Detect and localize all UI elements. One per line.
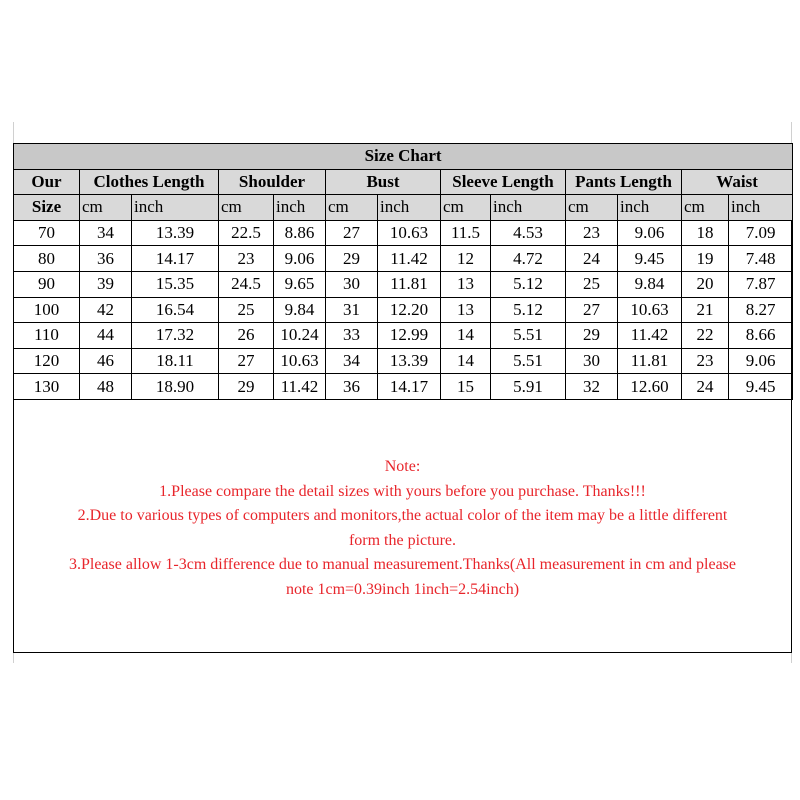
table-cell: 27 [566,297,618,323]
grid-line [791,653,792,663]
table-cell: 12.60 [618,374,682,400]
table-cell: 25 [566,271,618,297]
note-heading: Note: [384,458,421,475]
table-cell: 48 [80,374,132,400]
table-cell: 9.84 [618,271,682,297]
table-cell: 8.27 [729,297,793,323]
table-cell: 20 [682,271,729,297]
table-cell: 46 [80,348,132,374]
table-cell: 34 [326,348,378,374]
unit-cm: cm [219,195,274,221]
table-cell: 10.63 [274,348,326,374]
unit-cm: cm [441,195,491,221]
table-cell: 7.09 [729,220,793,246]
unit-inch: inch [729,195,793,221]
table-cell: 24 [566,246,618,272]
note-line-1: 1.Please compare the detail sizes with yours before you purchase. Thanks!!! [159,482,646,500]
unit-row [14,195,793,221]
notes-block [13,455,792,602]
table-row [14,348,793,374]
table-cell: 24 [682,374,729,400]
header-pants-length: Pants Length [566,169,682,195]
table-cell: 5.51 [491,323,566,349]
note-line-3-cont: note 1cm=0.39inch 1inch=2.54inch) [285,580,520,598]
table-cell: 10.63 [618,297,682,323]
table-cell: 18.90 [132,374,219,400]
table-cell: 13 [441,271,491,297]
table-cell: 36 [80,246,132,272]
table-cell: 15 [441,374,491,400]
our-size-header-top: Our [14,169,80,195]
table-cell: 11.42 [274,374,326,400]
table-cell: 44 [80,323,132,349]
table-cell: 5.91 [491,374,566,400]
table-cell: 9.45 [618,246,682,272]
table-cell: 11.81 [618,348,682,374]
size-cell: 100 [14,297,80,323]
note-line-3: 3.Please allow 1-3cm difference due to manual measurement.Thanks(All measurement in cm and please [68,556,737,573]
table-cell: 12 [441,246,491,272]
table-cell: 16.54 [132,297,219,323]
table-cell: 27 [326,220,378,246]
header-clothes-length: Clothes Length [80,169,219,195]
unit-cm: cm [326,195,378,221]
size-cell: 110 [14,323,80,349]
table-cell: 9.06 [618,220,682,246]
note-line-2-cont: form the picture. [348,531,457,549]
table-row [14,297,793,323]
header-waist: Waist [682,169,793,195]
table-cell: 23 [219,246,274,272]
table-cell: 11.42 [378,246,441,272]
table-cell: 17.32 [132,323,219,349]
table-cell: 9.06 [274,246,326,272]
table-cell: 30 [566,348,618,374]
table-cell: 23 [566,220,618,246]
table-cell: 29 [566,323,618,349]
table-cell: 9.06 [729,348,793,374]
table-cell: 9.65 [274,271,326,297]
header-shoulder: Shoulder [219,169,326,195]
header-bust: Bust [326,169,441,195]
table-cell: 22.5 [219,220,274,246]
size-cell: 120 [14,348,80,374]
table-cell: 5.12 [491,297,566,323]
note-line-2: 2.Due to various types of computers and monitors,the actual color of the item may be a little different [77,507,728,524]
table-cell: 5.51 [491,348,566,374]
table-cell: 10.24 [274,323,326,349]
table-cell: 30 [326,271,378,297]
grid-line [791,122,792,143]
table-cell: 13 [441,297,491,323]
table-cell: 15.35 [132,271,219,297]
table-cell: 26 [219,323,274,349]
title-row [14,144,793,170]
table-cell: 14 [441,348,491,374]
table-cell: 14 [441,323,491,349]
table-cell: 12.99 [378,323,441,349]
header-sleeve-length: Sleeve Length [441,169,566,195]
unit-cm: cm [80,195,132,221]
header-row [14,169,793,195]
table-cell: 18 [682,220,729,246]
table-cell: 12.20 [378,297,441,323]
table-cell: 36 [326,374,378,400]
table-cell: 13.39 [132,220,219,246]
table-row [14,374,793,400]
unit-inch: inch [378,195,441,221]
our-size-header-bottom: Size [14,195,80,221]
size-cell: 80 [14,246,80,272]
unit-cm: cm [682,195,729,221]
size-cell: 130 [14,374,80,400]
table-cell: 18.11 [132,348,219,374]
table-cell: 8.66 [729,323,793,349]
table-row [14,271,793,297]
table-cell: 21 [682,297,729,323]
table-row [14,323,793,349]
table-cell: 34 [80,220,132,246]
table-cell: 39 [80,271,132,297]
table-cell: 11.5 [441,220,491,246]
table-cell: 23 [682,348,729,374]
table-cell: 14.17 [378,374,441,400]
size-rows [14,220,793,399]
unit-inch: inch [491,195,566,221]
table-cell: 9.84 [274,297,326,323]
table-cell: 4.72 [491,246,566,272]
table-cell: 27 [219,348,274,374]
unit-inch: inch [132,195,219,221]
chart-title: Size Chart [14,144,793,170]
table-cell: 22 [682,323,729,349]
table-cell: 10.63 [378,220,441,246]
table-cell: 11.42 [618,323,682,349]
table-cell: 7.87 [729,271,793,297]
table-row [14,220,793,246]
table-cell: 14.17 [132,246,219,272]
table-cell: 4.53 [491,220,566,246]
table-cell: 7.48 [729,246,793,272]
grid-line [13,122,14,143]
table-row [14,246,793,272]
table-cell: 8.86 [274,220,326,246]
table-cell: 19 [682,246,729,272]
table-cell: 42 [80,297,132,323]
table-cell: 29 [219,374,274,400]
size-cell: 90 [14,271,80,297]
unit-inch: inch [274,195,326,221]
unit-inch: inch [618,195,682,221]
table-cell: 11.81 [378,271,441,297]
table-cell: 25 [219,297,274,323]
unit-cm: cm [566,195,618,221]
table-cell: 31 [326,297,378,323]
table-cell: 24.5 [219,271,274,297]
grid-line [13,653,14,663]
table-cell: 32 [566,374,618,400]
table-cell: 13.39 [378,348,441,374]
table-cell: 29 [326,246,378,272]
size-chart-table [13,143,793,400]
size-cell: 70 [14,220,80,246]
table-cell: 9.45 [729,374,793,400]
table-cell: 33 [326,323,378,349]
table-cell: 5.12 [491,271,566,297]
